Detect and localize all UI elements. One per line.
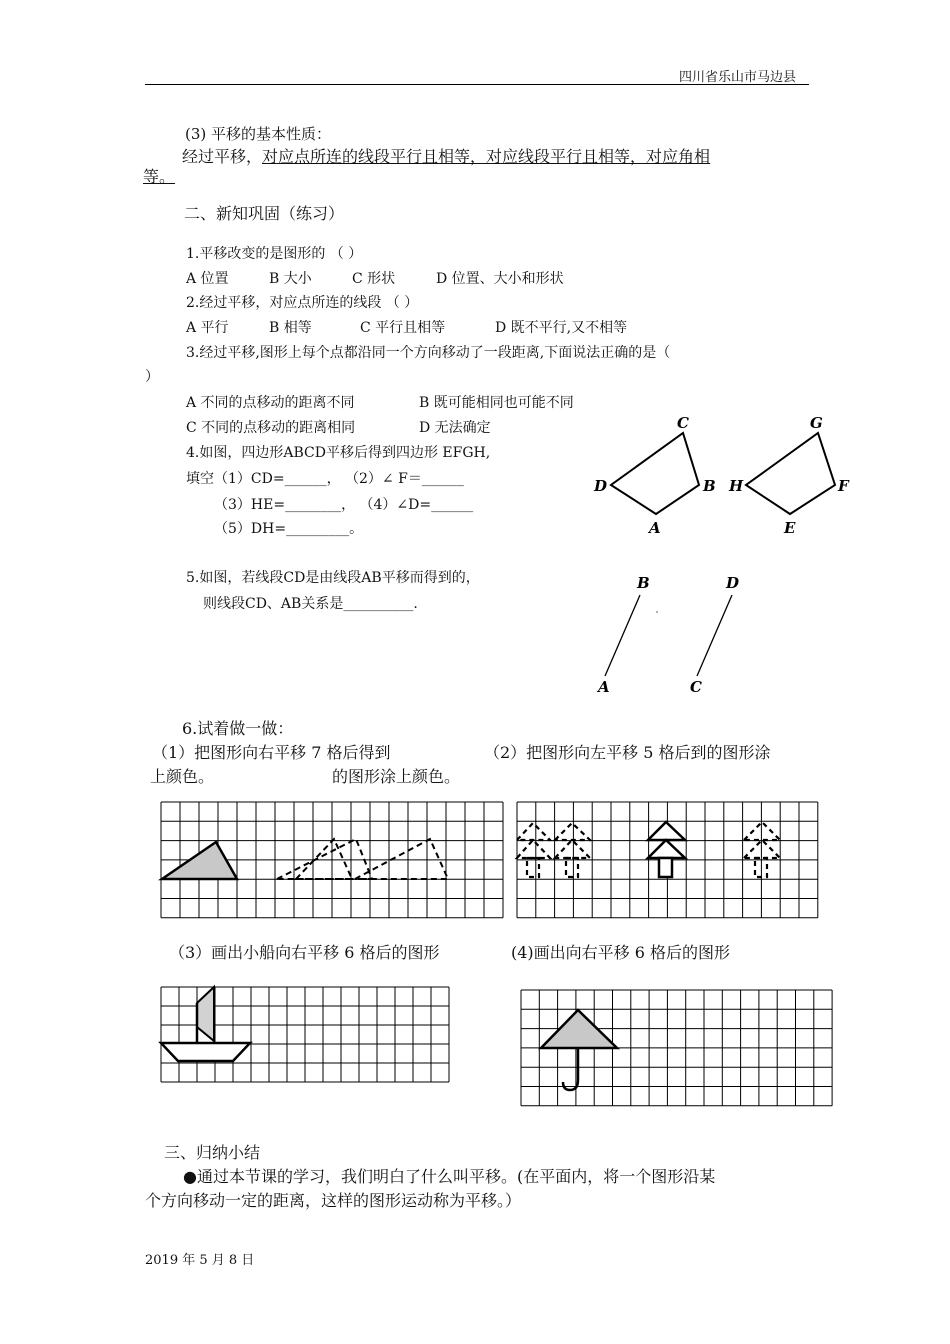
- q1-option-a: A 位置: [186, 271, 229, 287]
- q6-task1-line1: （1）把图形向右平移 7 格后得到: [152, 743, 391, 762]
- section3-line1: ●通过本节课的学习，我们明白了什么叫平移。(在平面内，将一个图形沿某: [183, 1167, 716, 1186]
- label-seg-a: A: [598, 678, 610, 696]
- q6-task2-line2: 的图形涂上颜色。: [332, 767, 461, 786]
- q3-option-d: D 无法确定: [419, 420, 491, 436]
- section3-heading: 三、归纳小结: [164, 1143, 261, 1162]
- section3-line2: 个方向移动一定的距离，这样的图形运动称为平移。）: [145, 1191, 522, 1210]
- q1-option-c: C 形状: [352, 271, 396, 287]
- label-b: B: [703, 477, 716, 495]
- label-seg-c: C: [690, 678, 702, 696]
- properties-wrap: 等。: [143, 167, 176, 186]
- q3-stem-wrap: ）: [145, 369, 159, 385]
- q3-stem: 3.经过平移,图形上每个点都沿同一个方向移动了一段距离,下面说法正确的是（: [186, 345, 671, 361]
- q6-task3: （3）画出小船向右平移 6 格后的图形: [169, 943, 440, 962]
- label-a: A: [649, 519, 661, 537]
- q6-task1-line2: 上颜色。: [150, 767, 215, 786]
- label-h: H: [729, 477, 744, 495]
- properties-prefix: 经过平移，: [182, 147, 263, 166]
- q5-line2: 则线段CD、AB关系是__________.: [203, 596, 418, 612]
- q1-stem: 1.平移改变的是图形的 （ ）: [186, 246, 363, 262]
- footer-date: 2019 年 5 月 8 日: [145, 1253, 255, 1268]
- dashed-tree-1: [517, 823, 550, 877]
- q2-option-d: D 既不平行,又不相等: [495, 320, 628, 336]
- q4-fill1: 填空（1）CD=______， （2）∠ F＝______: [186, 471, 464, 487]
- properties-heading: (3) 平移的基本性质：: [185, 125, 332, 143]
- q1-option-b: B 大小: [269, 271, 312, 287]
- label-d: D: [594, 477, 608, 495]
- dashed-tree-2: [555, 823, 590, 877]
- label-g: G: [810, 414, 823, 432]
- dashed-triangle-1: [277, 839, 372, 879]
- q3-option-a: A 不同的点移动的距离不同: [186, 395, 355, 411]
- q2-option-a: A 平行: [186, 320, 229, 336]
- q3-option-b: B 既可能相同也可能不同: [419, 395, 574, 411]
- label-seg-d: D: [726, 574, 740, 592]
- solid-tree: [648, 822, 685, 877]
- q5-stem: 5.如图，若线段CD是由线段AB平移而得到的，: [186, 570, 480, 586]
- q4-fill2: （3）HE=________， （4）∠D=______: [214, 497, 474, 513]
- boat-sail: [197, 987, 214, 1041]
- q2-option-b: B 相等: [269, 320, 312, 336]
- label-c: C: [677, 414, 689, 432]
- label-seg-b: B: [637, 574, 650, 592]
- q6-heading: 6.试着做一做：: [182, 719, 294, 738]
- dashed-tree-3: [744, 822, 780, 877]
- q4-stem: 4.如图，四边形ABCD平移后得到四边形 EFGH,: [186, 445, 491, 461]
- q4-fill3: （5）DH=_________。: [214, 521, 364, 537]
- section2-heading: 二、新知巩固（练习）: [184, 204, 345, 223]
- q3-option-c: C 不同的点移动的距离相同: [186, 420, 356, 436]
- label-e: E: [784, 519, 796, 537]
- q2-option-c: C 平行且相等: [360, 320, 446, 336]
- q6-task2-line1: （2）把图形向左平移 5 格后到的图形涂: [484, 743, 771, 762]
- properties-underlined: 对应点所连的线段平行且相等，对应线段平行且相等，对应角相: [262, 147, 711, 166]
- q6-task4: (4)画出向右平移 6 格后的图形: [511, 943, 731, 962]
- q1-option-d: D 位置、大小和形状: [436, 271, 564, 287]
- q2-stem: 2.经过平移，对应点所连的线段 （ ）: [186, 295, 419, 311]
- header-location: 四川省乐山市马边县: [679, 70, 797, 85]
- label-f: F: [838, 477, 849, 495]
- boat-hull: [161, 1043, 250, 1061]
